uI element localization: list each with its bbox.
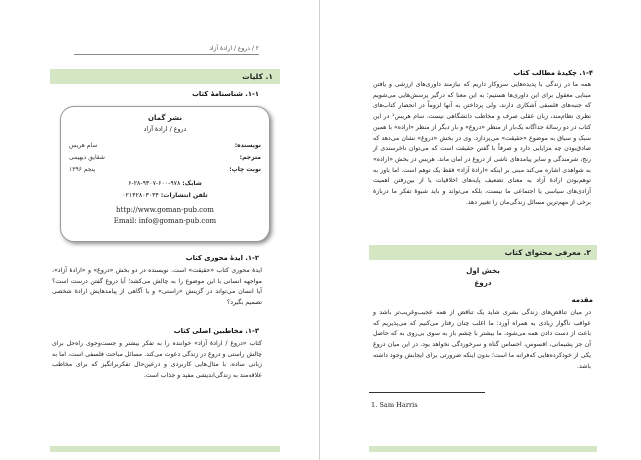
website-link[interactable]: http://www.goman-pub.com bbox=[116, 206, 214, 214]
right-page bbox=[321, 0, 641, 460]
translator-label: مترجم: bbox=[239, 154, 261, 161]
book-info-card bbox=[60, 106, 270, 242]
phone-label: تلفن انتشارات: bbox=[160, 192, 208, 199]
section-heading: ۱. کلیات bbox=[242, 72, 273, 81]
phone-value: ۰۲۱۴۲۸۰۳۰۳۴ bbox=[122, 192, 159, 199]
isbn-label: شابک: bbox=[182, 180, 202, 187]
footer-band bbox=[369, 446, 597, 452]
footnote: 1. Sam Harris bbox=[371, 401, 418, 409]
subsection-heading: ۱-۴. چکیدهٔ مطالب کتاب bbox=[513, 69, 593, 77]
author-row bbox=[61, 142, 269, 150]
footer-band bbox=[50, 446, 280, 452]
intro-heading: مقدمه bbox=[571, 296, 593, 304]
subsection-heading: ۱-۲. ایدهٔ محوری کتاب bbox=[185, 254, 259, 262]
section-heading: ۲. معرفی محتوای کتاب bbox=[504, 248, 591, 257]
isbn-line bbox=[61, 180, 269, 187]
footnote-rule bbox=[369, 392, 485, 393]
paragraph-intro: در میان تناقض‌های زندگی بشری شاید یک تناقض از همه عجیب‌وغریب‌تر باشد و عواقب ناگوار زیادی به همراه آورد: ما اغلب چنان رفتار می‌کنیم که می‌پذیریم که باعث از دست دادن همه می‌شود، ما بیشتر با چشم باز به سوی بی‌روی به که حاصل آن جز پشیمانی، افسوس، احساس گناه و سرخوردگی نخواهد بود. در این میان دروغ یکی از خودکرده‌هایی که‌فرانه ما است؛ بدون اینکه ضرورتی برای ایجابش وجود داشته باشد. bbox=[373, 309, 591, 370]
paragraph-audience: کتاب «دروغ / ارادهٔ آزاد» خواننده را به تفکر بیشتر و جست‌وجوی راه‌حل برای چالش راستی و دروغ در زندگی دعوت می‌کند. مسائل مباحث فلسفی است، اما به زبانی ساده، با مثال‌هایی کاربردی و درعین‌حال تفکربرانگیز که برای مخاطب علاقه‌مند به زندگی‌اندیشی مفید و جذاب است. bbox=[52, 340, 262, 380]
part-subtitle: دروغ bbox=[474, 278, 492, 287]
section-heading-band bbox=[369, 245, 597, 260]
isbn-value: ۹۷۸-۶۰۰-۹۳۰۷-۲۸-۶ bbox=[128, 180, 181, 187]
running-header: ۲ / دروغ / ارادهٔ آزاد bbox=[74, 44, 259, 55]
author-label: نویسنده: bbox=[234, 142, 261, 149]
section-heading-band bbox=[50, 69, 280, 84]
edition-row bbox=[61, 166, 269, 174]
subsection-heading: ۱-۱. شناسنامهٔ کتاب bbox=[192, 90, 259, 98]
phone-line bbox=[61, 192, 269, 199]
author-value: سام هریس bbox=[69, 142, 98, 149]
paragraph-summary: همه ما در زندگی با پدیده‌هایی سروکار داریم که نیازمند داوری‌های ارزشی و یافتن مبنایی معقول برای این داوری‌ها هستیم؛ به این معنا که درگیر پرسش‌هایی می‌شویم که جنبه‌های فلسفی آشکاری دارند، ولی پرداختن به آنها لزوماً در انحصار کتاب‌های نظری نظام‌مند، زبان عقلی صرف و مخاطب دانشگاهی نیست. سام هریس¹ در این کتاب در دو رسالهٔ جداگانه یک‌بار از منظر «دروغ» و بار دیگر از منظر «اراده» با همین سبک و سیاق به موضوع «حقیقت» می‌پردازد. وی در بخش «دروغ» نشان می‌دهد که صادق‌بودن چه مزایایی دارد و صرفاً با گفتن حقیقت است که می‌توان ناخرسندی از رنج، شرمندگی و سایر پیامدهای ناشی از دروغ در امان ماند. هریس در بخش «اراده» به شواهدی اشاره می‌کند مبنی بر اینکه «ارادهٔ آزاد» فقط یک توهم است. اما باور به توهم‌بودن ارادهٔ آزاد به معنای تضعیف پایه‌های اخلاقیات یا از بین‌رفتن اهمیت آزادی‌های سیاسی یا اجتماعی ما نیست، بلکه می‌تواند و باید شیوهٔ تفکر ما دربارهٔ برخی از مهم‌ترین مسائل زندگی‌مان را تغییر دهد. bbox=[373, 81, 591, 206]
left-page bbox=[0, 0, 320, 460]
part-title: بخش اول bbox=[466, 266, 500, 275]
edition-value: پنجم ۱۳۹۶ bbox=[69, 166, 96, 173]
translator-value: شقایق دیهیمی bbox=[69, 154, 105, 161]
paragraph-central-idea: ایدهٔ محوری کتاب «حقیقت» است. نویسنده در دو بخش «دروغ» و «ارادهٔ آزاد»، مواجهه انسانی با این موضوع را به چالش می‌کشد؛ آیا دروغ گفتن درست است؟ آیا انسان می‌تواند در گزینش «راستی» و یا آگاهی از پیامدهایش ارادهٔ شخصی تصمیم بگیرد؟ bbox=[52, 267, 262, 307]
email-line: Email: info@goman-pub.com bbox=[113, 217, 217, 225]
subsection-heading: ۱-۳. مخاطبین اصلی کتاب bbox=[173, 327, 259, 335]
translator-row bbox=[61, 154, 269, 162]
edition-label: نوبت چاپ: bbox=[229, 166, 261, 173]
card-book-title: دروغ / ارادهٔ آزاد bbox=[143, 126, 187, 133]
publisher-name: نشر گمان bbox=[148, 114, 182, 122]
